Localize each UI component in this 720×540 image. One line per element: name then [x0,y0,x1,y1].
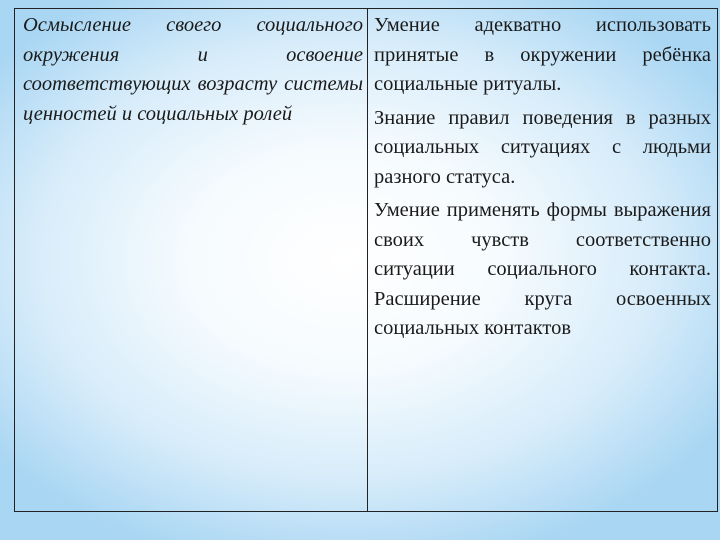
skill-paragraph: Знание правил поведения в разных социальных ситуациях с людьми разного статуса. [374,106,711,188]
table-cell-competency [15,9,368,511]
skill-paragraph: Умение применять формы выражения своих чувств соответственно ситуации социального контакта. Расширение круга освоенных социальных контактов [374,199,711,339]
content-table [14,8,718,512]
skill-paragraph: Умение адекватно использовать принятые в окружении ребёнка социальные ритуалы. [374,14,711,95]
competency-text: Осмысление своего социального окружения и освоение соответствующих возрасту системы ценностей и социальных ролей [23,14,363,125]
table-cell-skills [368,9,717,511]
